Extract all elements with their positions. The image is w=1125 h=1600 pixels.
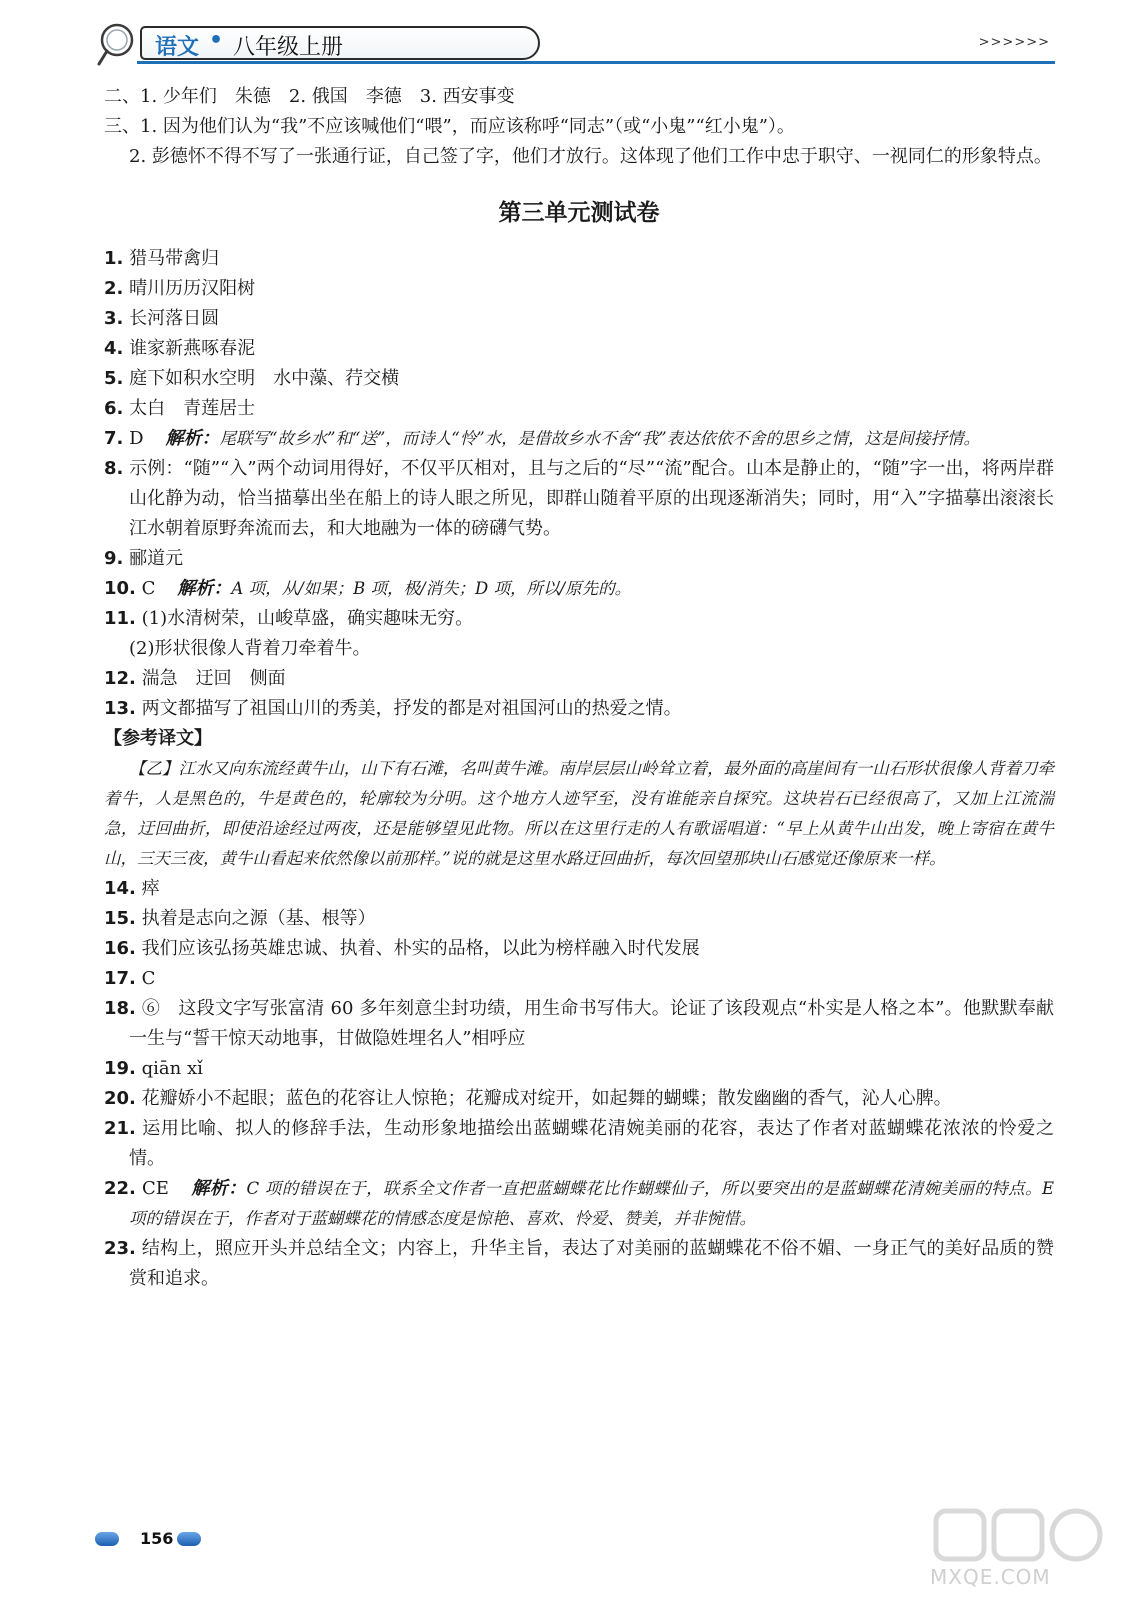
answer-number: 5. bbox=[104, 368, 124, 389]
answer-item-19 bbox=[104, 1054, 1054, 1084]
answer-text: 长河落日圆 bbox=[129, 308, 220, 329]
answer-text: 庭下如积水空明 水中藻、荇交横 bbox=[129, 368, 400, 389]
analysis-label: 解析： bbox=[177, 578, 232, 599]
answer-number: 20. bbox=[104, 1088, 136, 1109]
answer-item-11-2: (2)形状很像人背着刀牵着牛。 bbox=[129, 638, 371, 659]
watermark-logo-icon bbox=[930, 1505, 1105, 1565]
header-rule bbox=[137, 61, 1055, 64]
answer-item-15 bbox=[104, 904, 1054, 934]
answer-number: 9. bbox=[104, 548, 124, 569]
answer-item-7 bbox=[104, 424, 1054, 454]
grade-label: 八年级上册 bbox=[233, 35, 344, 60]
page-content bbox=[104, 82, 1054, 1294]
answer-text: 执着是志向之源（基、根等） bbox=[141, 908, 376, 929]
answer-item-3 bbox=[104, 304, 1054, 334]
answer-item-1 bbox=[104, 244, 1054, 274]
answer-item-10 bbox=[104, 574, 1054, 604]
answer-text: 两文都描写了祖国山川的秀美，抒发的都是对祖国河山的热爱之情。 bbox=[141, 698, 682, 719]
answer-number: 19. bbox=[104, 1058, 136, 1079]
answer-text: (1)水清树荣，山峻草盛，确实趣味无穷。 bbox=[141, 608, 474, 629]
answer-text: 晴川历历汉阳树 bbox=[129, 278, 256, 299]
answer-item-11 bbox=[104, 604, 1054, 634]
answer-item-20 bbox=[104, 1084, 1054, 1114]
answer-text: 花瓣娇小不起眼；蓝色的花容让人惊艳；花瓣成对绽开，如起舞的蝴蝶；散发幽幽的香气，沁人心脾。 bbox=[141, 1088, 952, 1109]
answer-text: qiān xǐ bbox=[141, 1058, 203, 1079]
analysis-label: 解析： bbox=[190, 1178, 247, 1199]
answer-number: 17. bbox=[104, 968, 136, 989]
page-footer bbox=[95, 1525, 295, 1555]
subject-label: 语文 bbox=[155, 35, 200, 60]
answer-item-13 bbox=[104, 694, 1054, 724]
answer-text: C bbox=[141, 968, 156, 989]
reference-translation-label: 【参考译文】 bbox=[104, 728, 212, 749]
answer-number: 15. bbox=[104, 908, 136, 929]
page-number: 156 bbox=[140, 1529, 174, 1548]
analysis-label: 解析： bbox=[165, 428, 220, 449]
answer-number: 3. bbox=[104, 308, 124, 329]
answer-choice: D bbox=[129, 428, 144, 449]
answer-item-23 bbox=[104, 1234, 1054, 1294]
answer-number: 11. bbox=[104, 608, 136, 629]
answer-item-6 bbox=[104, 394, 1054, 424]
answer-item-17 bbox=[104, 964, 1054, 994]
answer-number: 12. bbox=[104, 668, 136, 689]
answer-section-2: 二、1. 少年们 朱德 2. 俄国 李德 3. 西安事变 bbox=[104, 86, 515, 107]
answer-item-5 bbox=[104, 364, 1054, 394]
answer-number: 10. bbox=[104, 578, 136, 599]
answer-choice: CE bbox=[142, 1178, 169, 1199]
answer-number: 1. bbox=[104, 248, 124, 269]
answer-number: 21. bbox=[104, 1118, 136, 1139]
answer-text: 示例：“随”“入”两个动词用得好，不仅平仄相对，且与之后的“尽”“流”配合。山本是静止的，“随”字一出，将两岸群山化静为动，恰当描摹出坐在船上的诗人眼之所见，即群山随着平原的出现逐渐消失；同时，用“入”字描摹出滚滚长江水朝着原野奔流而去，和大地融为一体的磅礴气势。 bbox=[129, 458, 1054, 539]
analysis-text: A 项，从/如果；B 项，极/消失；D 项，所以/原先的。 bbox=[231, 579, 632, 598]
answer-item-22 bbox=[104, 1174, 1054, 1234]
answer-item-9 bbox=[104, 544, 1054, 574]
analysis-text: 尾联写“故乡水”和“送”，而诗人“怜”水，是借故乡水不舍“我”表达依依不舍的思乡之情，这是间接抒情。 bbox=[219, 429, 981, 448]
answer-section-3-1: 三、1. 因为他们认为“我”不应该喊他们“喂”，而应该称呼“同志”（或“小鬼”“红小鬼”）。 bbox=[104, 116, 795, 137]
answer-item-18 bbox=[104, 994, 1054, 1054]
answer-text: 瘁 bbox=[141, 878, 160, 899]
answer-number: 18. bbox=[104, 998, 136, 1019]
answer-section-3-2: 2. 彭德怀不得不写了一张通行证，自己签了字，他们才放行。这体现了他们工作中忠于职守、一视同仁的形象特点。 bbox=[129, 146, 1052, 167]
answer-text: 谁家新燕啄春泥 bbox=[129, 338, 256, 359]
section-title: 第三单元测试卷 bbox=[498, 200, 660, 226]
answer-text: 太白 青莲居士 bbox=[129, 398, 256, 419]
watermark bbox=[930, 1505, 1110, 1595]
answer-number: 16. bbox=[104, 938, 136, 959]
answer-item-16 bbox=[104, 934, 1054, 964]
answer-text: 湍急 迂回 侧面 bbox=[141, 668, 286, 689]
answer-number: 2. bbox=[104, 278, 124, 299]
answer-number: 23. bbox=[104, 1238, 136, 1259]
answer-text: 郦道元 bbox=[129, 548, 184, 569]
answer-item-2 bbox=[104, 274, 1054, 304]
decorative-pill-icon bbox=[177, 1532, 201, 1546]
header-separator: • bbox=[209, 28, 224, 53]
answer-number: 14. bbox=[104, 878, 136, 899]
answer-number: 22. bbox=[104, 1178, 136, 1199]
watermark-text: MXQE.COM bbox=[930, 1565, 1051, 1589]
answer-text: ⑥ 这段文字写张富清 60 多年刻意尘封功绩，用生命书写伟大。论证了该段观点“朴实是人格之本”。他默默奉献一生与“誓干惊天动地事，甘做隐姓埋名人”相呼应 bbox=[129, 998, 1054, 1049]
answer-choice: C bbox=[141, 578, 156, 599]
chevrons-icon: >>>>>> bbox=[978, 35, 1050, 50]
decorative-pill-icon bbox=[95, 1532, 119, 1546]
answer-item-21 bbox=[104, 1114, 1054, 1174]
answer-text: 我们应该弘扬英雄忠诚、执着、朴实的品格，以此为榜样融入时代发展 bbox=[141, 938, 700, 959]
answer-text: 运用比喻、拟人的修辞手法，生动形象地描绘出蓝蝴蝶花清婉美丽的花容，表达了作者对蓝蝴蝶花浓浓的怜爱之情。 bbox=[129, 1118, 1054, 1169]
answer-item-4 bbox=[104, 334, 1054, 364]
answer-item-14 bbox=[104, 874, 1054, 904]
answer-item-8 bbox=[104, 454, 1054, 544]
magnifier-icon bbox=[95, 22, 139, 68]
answer-number: 8. bbox=[104, 458, 124, 479]
page-header bbox=[95, 22, 1055, 72]
answer-number: 7. bbox=[104, 428, 124, 449]
answer-number: 13. bbox=[104, 698, 136, 719]
answer-text: 猎马带禽归 bbox=[129, 248, 220, 269]
answer-number: 6. bbox=[104, 398, 124, 419]
analysis-text: C 项的错误在于，联系全文作者一直把蓝蝴蝶花比作蝴蝶仙子，所以要突出的是蓝蝴蝶花清婉美丽的特点。E 项的错误在于，作者对于蓝蝴蝶花的情感态度是惊艳、喜欢、怜爱、赞美，并非惋惜。 bbox=[129, 1179, 1055, 1228]
answer-item-12 bbox=[104, 664, 1054, 694]
answer-text: 结构上，照应开头并总结全文；内容上，升华主旨，表达了对美丽的蓝蝴蝶花不俗不媚、一身正气的美好品质的赞赏和追求。 bbox=[129, 1238, 1054, 1289]
reference-translation-text: 【乙】江水又向东流经黄牛山，山下有石滩，名叫黄牛滩。南岸层层山岭耸立着，最外面的高崖间有一山石形状很像人背着刀牵着牛，人是黑色的，牛是黄色的，轮廓较为分明。这个地方人迹罕至，没有谁能亲自探究。这块岩石已经很高了，又加上江流湍急，迂回曲折，即使沿途经过两夜，还是能够望见此物。所以在这里行走的人有歌谣唱道：“早上从黄牛山出发，晚上寄宿在黄牛山，三天三夜，黄牛山看起来依然像以前那样。”说的就是这里水路迂回曲折，每次回望那块山石感觉还像原来一样。 bbox=[104, 759, 1054, 868]
answer-number: 4. bbox=[104, 338, 124, 359]
